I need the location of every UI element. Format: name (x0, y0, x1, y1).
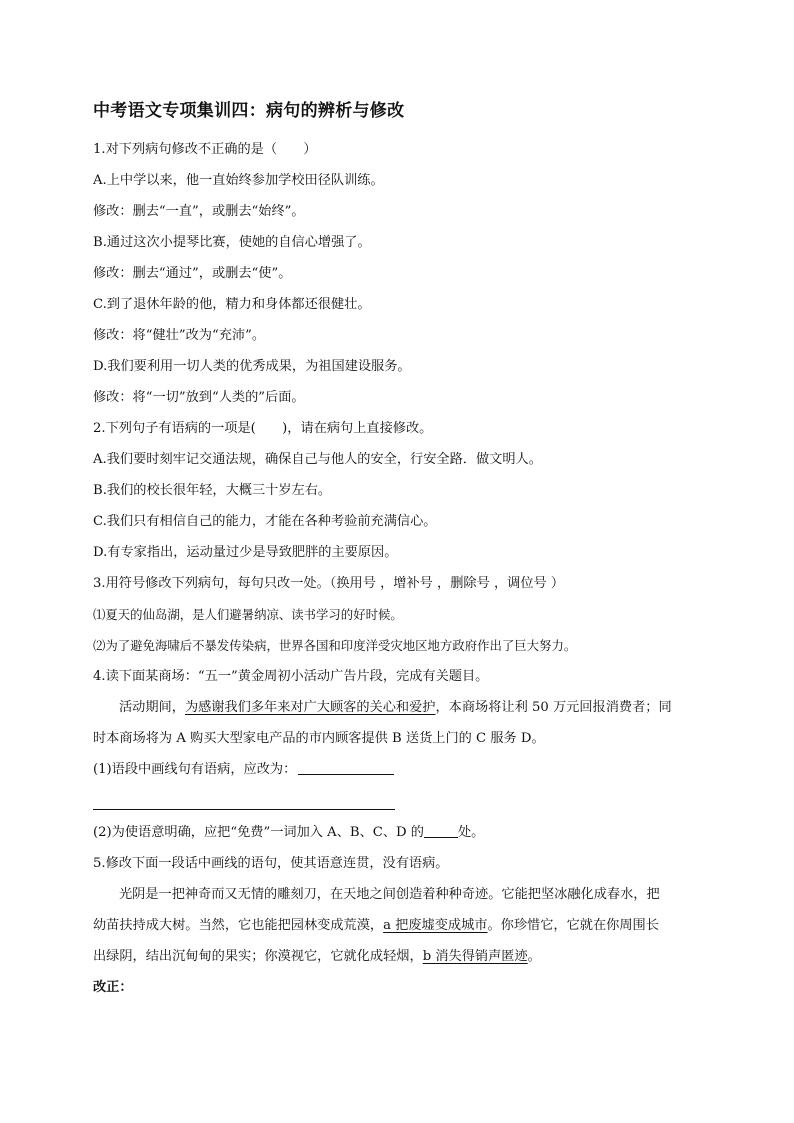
q1-option-a-fix: 修改：删去“一直”，或删去“始终”。 (93, 204, 305, 219)
q3-stem: 3.用符号修改下列病句，每句只改一处。（换用号 ，增补号 ，删除号 ，调位号 ） (93, 576, 565, 591)
q4-sub-2-answer-blank[interactable] (424, 821, 458, 838)
q4-passage-line-1 (93, 692, 713, 723)
q5-line-3-pre: 出绿阴，结出沉甸甸的果实；你漠视它，它就化成轻烟， (93, 949, 423, 964)
q4-sub-2-text: (2)为使语意明确，应把“免费”一词加入 A、B、C、D 的 (93, 825, 424, 840)
q5-line-3-post: 。 (527, 949, 541, 964)
q2-option-b: B.我们的校长很年轻，大概三十岁左右。 (93, 483, 332, 498)
q2-stem: 2.下列句子有语病的一项是( )，请在病句上直接修改。 (93, 421, 433, 436)
q4-passage-pre: 活动期间， (119, 700, 185, 715)
q4-underlined-sentence: 为感谢我们多年来对广大顾客的关心和爱护 (184, 700, 436, 715)
q4-stem: 4.读下面某商场：“五一”黄金周初小活动广告片段，完成有关题目。 (93, 669, 489, 684)
q5-underlined-b: b 消失得销声匿迹 (422, 949, 528, 964)
worksheet-page (93, 98, 713, 1003)
q2-option-d: D.有专家指出，运动量过少是导致肥胖的主要原因。 (93, 545, 398, 560)
q5-passage-line-3 (93, 941, 713, 972)
page-title: 中考语文专项集训四：病句的辨析与修改 (93, 101, 405, 121)
q1-option-b: B.通过这次小提琴比赛，使她的自信心增强了。 (93, 235, 371, 250)
q1-option-c: C.到了退休年龄的他，精力和身体都还很健壮。 (93, 297, 371, 312)
q5-answer-label: 改正： (93, 980, 133, 995)
q1-option-a: A.上中学以来，他一直始终参加学校田径队训练。 (93, 173, 384, 188)
q5-stem: 5.修改下面一段话中画线的语句，使其语意连贯，没有语病。 (93, 856, 449, 871)
q5-line-2-pre: 幼苗扶持成大树。当然，它也能把园林变成荒漠， (93, 918, 384, 933)
q4-passage-line-2: 时本商场将为 A 购买大型家电产品的市内顾客提供 B 送货上门的 C 服务 D。 (93, 731, 545, 746)
q3-sentence-1: ⑴夏天的仙岛湖，是人们避暑纳凉、读书学习的好时候。 (93, 607, 403, 622)
q2-option-c: C.我们只有相信自己的能力，才能在各种考验前充满信心。 (93, 514, 437, 529)
q1-option-c-fix: 修改：将“健壮”改为“充沛”。 (93, 328, 266, 343)
q1-option-d: D.我们要利用一切人类的优秀成果，为祖国建设服务。 (93, 359, 411, 374)
q4-passage-post: ，本商场将让利 50 万元回报消费者；同 (435, 700, 672, 715)
q5-line-2-post: 。你珍惜它，它就在你周围长 (487, 918, 659, 933)
q5-underlined-a: a 把废墟变成城市 (383, 918, 488, 933)
q3-sentence-2: ⑵为了避免海啸后不暴发传染病，世界各国和印度洋受灾地区地方政府作出了巨大努力。 (93, 638, 577, 653)
q5-passage-line-1: 光阴是一把神奇而又无情的雕刻刀，在天地之间创造着种种奇迹。它能把坚冰融化成春水，把 (119, 887, 660, 902)
q4-sub-1 (93, 754, 713, 785)
q4-sub-2-tail: 处。 (458, 825, 485, 840)
q4-sub-1-answer-blank[interactable] (298, 758, 394, 775)
q1-option-b-fix: 修改：删去“通过”，或删去“使”。 (93, 266, 292, 281)
q1-option-d-fix: 修改：将“一切”放到“人类的”后面。 (93, 390, 305, 405)
q5-passage-line-2 (93, 910, 713, 941)
q4-answer-rule[interactable] (93, 785, 395, 810)
q1-stem: 1.对下列病句修改不正确的是（ ） (93, 142, 317, 157)
q4-sub-2 (93, 817, 713, 848)
q4-sub-1-text: (1)语段中画线句有语病，应改为： (93, 762, 297, 777)
q2-option-a: A.我们要时刻牢记交通法规，确保自己与他人的安全，行安全路．做文明人。 (93, 452, 542, 467)
